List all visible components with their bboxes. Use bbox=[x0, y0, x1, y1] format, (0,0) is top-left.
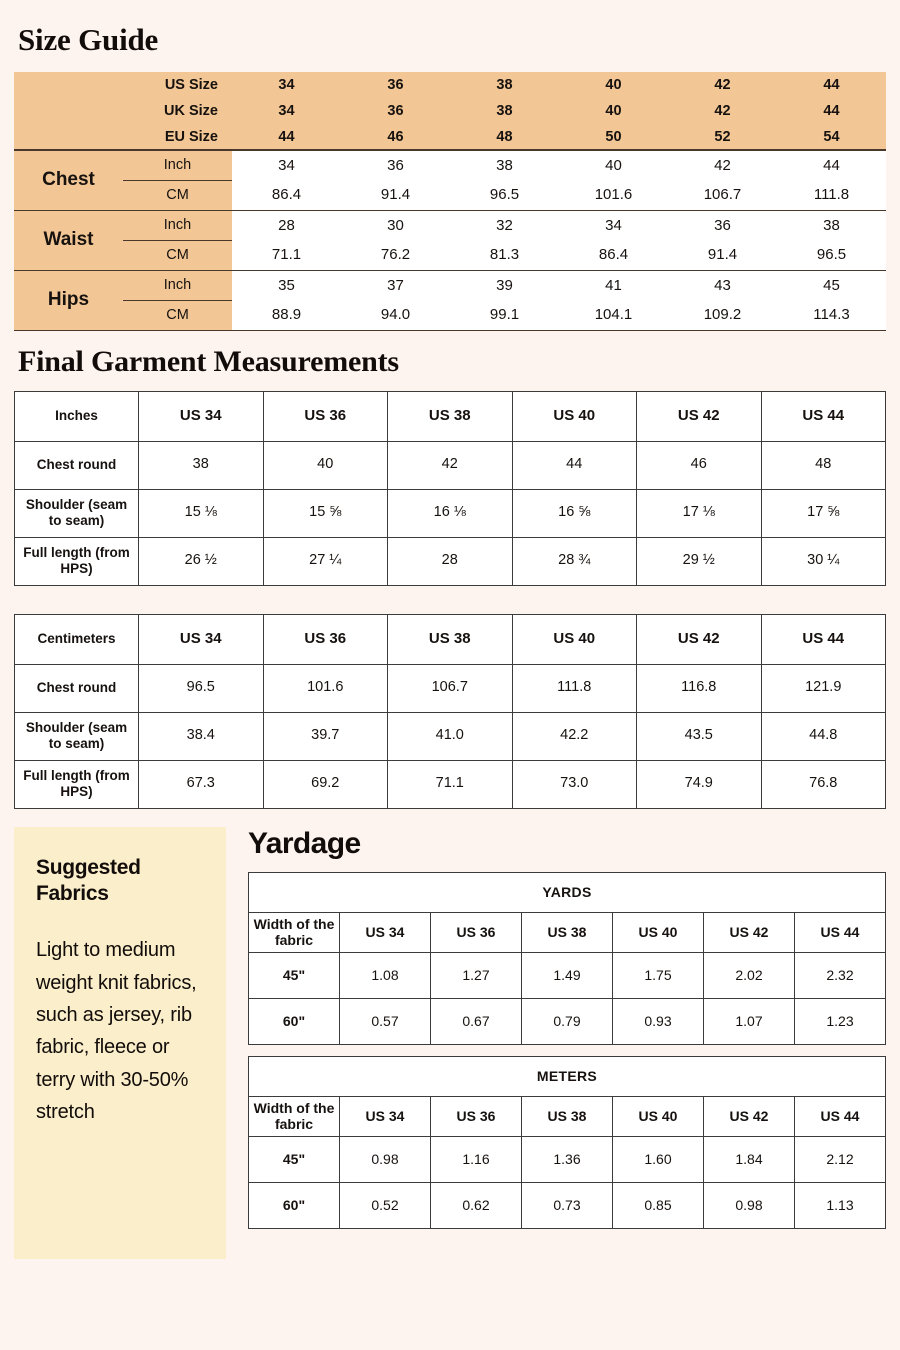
table-row bbox=[15, 712, 886, 760]
final-garment-centimeters-cell-value: 43.5 bbox=[637, 712, 762, 760]
size-guide-header-row bbox=[14, 124, 886, 150]
final-garment-inches-cell-value: 17 ⅝ bbox=[761, 489, 886, 537]
size-guide-header-value: 52 bbox=[668, 124, 777, 150]
size-guide-value-cm: 99.1 bbox=[450, 300, 559, 330]
size-guide-value-cm: 88.9 bbox=[232, 300, 341, 330]
size-guide-value-cm: 104.1 bbox=[559, 300, 668, 330]
yardage-yards-cell-value: 1.07 bbox=[704, 998, 795, 1044]
size-guide-header-value: 34 bbox=[232, 98, 341, 124]
suggested-fabrics-title: Suggested Fabrics bbox=[36, 855, 141, 906]
section-title-final-garment: Final Garment Measurements bbox=[18, 344, 399, 378]
final-garment-centimeters-size-column-header: US 38 bbox=[388, 614, 513, 664]
size-guide-header-row bbox=[14, 72, 886, 98]
table-row bbox=[15, 441, 886, 489]
final-garment-centimeters-cell-value: 41.0 bbox=[388, 712, 513, 760]
size-guide-header-value: 36 bbox=[341, 98, 450, 124]
final-garment-centimeters-cell-value: 42.2 bbox=[512, 712, 637, 760]
yardage-meters-cell-value: 0.73 bbox=[522, 1182, 613, 1228]
size-guide-unit-inch: Inch bbox=[123, 210, 232, 240]
bottom-section bbox=[14, 827, 886, 1259]
size-guide-header-label: US Size bbox=[123, 72, 232, 98]
size-guide-value-cm: 81.3 bbox=[450, 240, 559, 270]
size-guide-header-spacer bbox=[14, 98, 123, 124]
size-guide-header-value: 50 bbox=[559, 124, 668, 150]
table-row bbox=[15, 537, 886, 585]
yardage-meters-width-header: Width of the fabric bbox=[249, 1096, 340, 1136]
yardage-yards-cell-value: 2.02 bbox=[704, 952, 795, 998]
size-guide-value-inch: 34 bbox=[559, 210, 668, 240]
size-guide-header-label: UK Size bbox=[123, 98, 232, 124]
table-row bbox=[14, 270, 886, 300]
final-garment-inches-cell-value: 38 bbox=[139, 441, 264, 489]
final-garment-centimeters-cell-value: 101.6 bbox=[263, 664, 388, 712]
size-guide-value-inch: 45 bbox=[777, 270, 886, 300]
size-guide-value-cm: 94.0 bbox=[341, 300, 450, 330]
size-guide-unit-inch: Inch bbox=[123, 150, 232, 180]
size-guide-value-cm: 101.6 bbox=[559, 180, 668, 210]
size-guide-value-inch: 41 bbox=[559, 270, 668, 300]
size-guide-value-inch: 36 bbox=[341, 150, 450, 180]
yardage-yards-size-column-header: US 36 bbox=[431, 912, 522, 952]
yardage-meters-size-column-header: US 40 bbox=[613, 1096, 704, 1136]
final-garment-centimeters-size-column-header: US 44 bbox=[761, 614, 886, 664]
yardage-meters-cell-value: 0.98 bbox=[704, 1182, 795, 1228]
final-garment-centimeters-cell-value: 121.9 bbox=[761, 664, 886, 712]
table-banner-row bbox=[249, 1056, 886, 1096]
yardage-yards-table bbox=[248, 872, 886, 1045]
size-guide-value-cm: 91.4 bbox=[668, 240, 777, 270]
final-garment-centimeters-cell-value: 111.8 bbox=[512, 664, 637, 712]
yardage-meters-cell-value: 0.62 bbox=[431, 1182, 522, 1228]
final-garment-inches-table bbox=[14, 391, 886, 586]
size-guide-document bbox=[0, 22, 900, 1350]
yardage-meters-size-column-header: US 44 bbox=[795, 1096, 886, 1136]
size-guide-unit-cm: CM bbox=[123, 300, 232, 330]
size-guide-value-inch: 38 bbox=[777, 210, 886, 240]
final-garment-inches-cell-value: 28 ¾ bbox=[512, 537, 637, 585]
final-garment-inches-cell-value: 26 ½ bbox=[139, 537, 264, 585]
final-garment-inches-cell-value: 16 ⅛ bbox=[388, 489, 513, 537]
size-guide-header-value: 46 bbox=[341, 124, 450, 150]
final-garment-inches-cell-value: 30 ¼ bbox=[761, 537, 886, 585]
size-guide-header-row bbox=[14, 98, 886, 124]
size-guide-header-spacer bbox=[14, 124, 123, 150]
yardage-meters-cell-value: 1.13 bbox=[795, 1182, 886, 1228]
final-garment-centimeters-row-label: Full length (from HPS) bbox=[15, 760, 139, 808]
yardage-meters-cell-value: 0.85 bbox=[613, 1182, 704, 1228]
yardage-yards-cell-value: 1.27 bbox=[431, 952, 522, 998]
table-row bbox=[15, 760, 886, 808]
size-guide-header-spacer bbox=[14, 72, 123, 98]
size-guide-header-value: 48 bbox=[450, 124, 559, 150]
final-garment-inches-row-label: Shoulder (seam to seam) bbox=[15, 489, 139, 537]
final-garment-centimeters-cell-value: 39.7 bbox=[263, 712, 388, 760]
size-guide-value-inch: 40 bbox=[559, 150, 668, 180]
table-header-row bbox=[249, 912, 886, 952]
yardage-yards-cell-value: 0.57 bbox=[340, 998, 431, 1044]
size-guide-header-value: 42 bbox=[668, 98, 777, 124]
final-garment-centimeters-size-column-header: US 42 bbox=[637, 614, 762, 664]
yardage-meters-size-column-header: US 42 bbox=[704, 1096, 795, 1136]
size-guide-value-cm: 86.4 bbox=[559, 240, 668, 270]
size-guide-header-value: 40 bbox=[559, 98, 668, 124]
final-garment-centimeters-cell-value: 96.5 bbox=[139, 664, 264, 712]
yardage-yards-size-column-header: US 44 bbox=[795, 912, 886, 952]
table-row bbox=[14, 180, 886, 210]
table-row bbox=[15, 489, 886, 537]
final-garment-centimeters-cell-value: 69.2 bbox=[263, 760, 388, 808]
yardage-yards-size-column-header: US 40 bbox=[613, 912, 704, 952]
size-guide-header-value: 44 bbox=[777, 72, 886, 98]
yardage-section bbox=[248, 827, 886, 1229]
final-garment-centimeters-unit-label: Centimeters bbox=[15, 614, 139, 664]
size-guide-value-inch: 44 bbox=[777, 150, 886, 180]
size-guide-value-cm: 86.4 bbox=[232, 180, 341, 210]
yardage-yards-cell-value: 0.93 bbox=[613, 998, 704, 1044]
size-guide-value-inch: 35 bbox=[232, 270, 341, 300]
final-garment-inches-unit-label: Inches bbox=[15, 391, 139, 441]
final-garment-centimeters-table bbox=[14, 614, 886, 809]
yardage-meters-size-column-header: US 36 bbox=[431, 1096, 522, 1136]
size-guide-value-inch: 28 bbox=[232, 210, 341, 240]
size-guide-unit-cm: CM bbox=[123, 180, 232, 210]
table-row bbox=[249, 952, 886, 998]
yardage-yards-width-header: Width of the fabric bbox=[249, 912, 340, 952]
final-garment-centimeters-cell-value: 38.4 bbox=[139, 712, 264, 760]
yardage-yards-cell-value: 0.79 bbox=[522, 998, 613, 1044]
size-guide-value-cm: 114.3 bbox=[777, 300, 886, 330]
table-header-row bbox=[15, 614, 886, 664]
yardage-meters-cell-value: 0.98 bbox=[340, 1136, 431, 1182]
final-garment-inches-cell-value: 15 ⅛ bbox=[139, 489, 264, 537]
size-guide-header-value: 44 bbox=[232, 124, 341, 150]
size-guide-value-inch: 43 bbox=[668, 270, 777, 300]
final-garment-inches-cell-value: 44 bbox=[512, 441, 637, 489]
size-guide-value-inch: 42 bbox=[668, 150, 777, 180]
section-title-yardage: Yardage bbox=[248, 826, 361, 860]
size-guide-header-value: 40 bbox=[559, 72, 668, 98]
final-garment-centimeters-row-label: Chest round bbox=[15, 664, 139, 712]
size-guide-value-inch: 37 bbox=[341, 270, 450, 300]
table-row bbox=[14, 240, 886, 270]
size-guide-value-inch: 30 bbox=[341, 210, 450, 240]
yardage-meters-banner: METERS bbox=[249, 1056, 886, 1096]
yardage-meters-size-column-header: US 38 bbox=[522, 1096, 613, 1136]
yardage-meters-size-column-header: US 34 bbox=[340, 1096, 431, 1136]
size-guide-value-inch: 34 bbox=[232, 150, 341, 180]
table-row bbox=[249, 1182, 886, 1228]
yardage-yards-size-column-header: US 38 bbox=[522, 912, 613, 952]
final-garment-inches-cell-value: 42 bbox=[388, 441, 513, 489]
final-garment-inches-size-column-header: US 38 bbox=[388, 391, 513, 441]
suggested-fabrics-panel bbox=[14, 827, 226, 1259]
size-guide-group-label: Hips bbox=[14, 270, 123, 330]
size-guide-value-cm: 91.4 bbox=[341, 180, 450, 210]
yardage-yards-cell-value: 0.67 bbox=[431, 998, 522, 1044]
size-guide-header-label: EU Size bbox=[123, 124, 232, 150]
size-guide-value-cm: 109.2 bbox=[668, 300, 777, 330]
size-guide-value-cm: 106.7 bbox=[668, 180, 777, 210]
final-garment-inches-size-column-header: US 42 bbox=[637, 391, 762, 441]
final-garment-centimeters-size-column-header: US 34 bbox=[139, 614, 264, 664]
size-guide-unit-cm: CM bbox=[123, 240, 232, 270]
final-garment-centimeters-cell-value: 74.9 bbox=[637, 760, 762, 808]
final-garment-inches-cell-value: 27 ¼ bbox=[263, 537, 388, 585]
size-guide-group-label: Waist bbox=[14, 210, 123, 270]
final-garment-inches-cell-value: 29 ½ bbox=[637, 537, 762, 585]
size-guide-value-cm: 96.5 bbox=[777, 240, 886, 270]
final-garment-centimeters-cell-value: 73.0 bbox=[512, 760, 637, 808]
yardage-meters-cell-value: 1.16 bbox=[431, 1136, 522, 1182]
size-guide-value-inch: 32 bbox=[450, 210, 559, 240]
size-guide-value-cm: 71.1 bbox=[232, 240, 341, 270]
final-garment-centimeters-cell-value: 106.7 bbox=[388, 664, 513, 712]
final-garment-centimeters-cell-value: 71.1 bbox=[388, 760, 513, 808]
size-guide-unit-inch: Inch bbox=[123, 270, 232, 300]
table-header-row bbox=[15, 391, 886, 441]
size-guide-value-inch: 36 bbox=[668, 210, 777, 240]
size-guide-header-value: 36 bbox=[341, 72, 450, 98]
size-guide-header-value: 38 bbox=[450, 98, 559, 124]
size-guide-value-inch: 38 bbox=[450, 150, 559, 180]
final-garment-inches-cell-value: 40 bbox=[263, 441, 388, 489]
size-guide-value-cm: 111.8 bbox=[777, 180, 886, 210]
yardage-yards-cell-value: 2.32 bbox=[795, 952, 886, 998]
final-garment-inches-cell-value: 16 ⅝ bbox=[512, 489, 637, 537]
yardage-meters-width-label: 60" bbox=[249, 1182, 340, 1228]
yardage-yards-cell-value: 1.75 bbox=[613, 952, 704, 998]
final-garment-inches-cell-value: 48 bbox=[761, 441, 886, 489]
yardage-meters-cell-value: 2.12 bbox=[795, 1136, 886, 1182]
suggested-fabrics-body: Light to medium weight knit fabrics, such as jersey, rib fabric, fleece or terry with 30-50% stretch bbox=[36, 939, 197, 1124]
page-title-size-guide: Size Guide bbox=[18, 22, 159, 57]
final-garment-inches-size-column-header: US 34 bbox=[139, 391, 264, 441]
size-guide-header-value: 38 bbox=[450, 72, 559, 98]
table-row bbox=[249, 998, 886, 1044]
table-header-row bbox=[249, 1096, 886, 1136]
yardage-yards-size-column-header: US 42 bbox=[704, 912, 795, 952]
size-guide-header-value: 44 bbox=[777, 98, 886, 124]
table-row bbox=[14, 150, 886, 180]
table-banner-row bbox=[249, 872, 886, 912]
final-garment-inches-cell-value: 46 bbox=[637, 441, 762, 489]
yardage-meters-cell-value: 1.84 bbox=[704, 1136, 795, 1182]
size-guide-value-cm: 76.2 bbox=[341, 240, 450, 270]
table-row bbox=[15, 664, 886, 712]
size-guide-header-value: 54 bbox=[777, 124, 886, 150]
table-row bbox=[14, 210, 886, 240]
yardage-yards-banner: YARDS bbox=[249, 872, 886, 912]
yardage-yards-width-label: 45" bbox=[249, 952, 340, 998]
final-garment-centimeters-cell-value: 44.8 bbox=[761, 712, 886, 760]
final-garment-inches-cell-value: 15 ⅝ bbox=[263, 489, 388, 537]
yardage-yards-cell-value: 1.49 bbox=[522, 952, 613, 998]
yardage-yards-cell-value: 1.23 bbox=[795, 998, 886, 1044]
final-garment-inches-size-column-header: US 40 bbox=[512, 391, 637, 441]
size-guide-header-value: 34 bbox=[232, 72, 341, 98]
yardage-meters-cell-value: 1.36 bbox=[522, 1136, 613, 1182]
yardage-yards-size-column-header: US 34 bbox=[340, 912, 431, 952]
yardage-meters-table bbox=[248, 1056, 886, 1229]
final-garment-centimeters-row-label: Shoulder (seam to seam) bbox=[15, 712, 139, 760]
final-garment-centimeters-size-column-header: US 40 bbox=[512, 614, 637, 664]
yardage-meters-cell-value: 0.52 bbox=[340, 1182, 431, 1228]
final-garment-inches-row-label: Full length (from HPS) bbox=[15, 537, 139, 585]
final-garment-inches-cell-value: 28 bbox=[388, 537, 513, 585]
yardage-meters-cell-value: 1.60 bbox=[613, 1136, 704, 1182]
size-guide-table bbox=[14, 72, 886, 331]
final-garment-centimeters-cell-value: 116.8 bbox=[637, 664, 762, 712]
yardage-meters-width-label: 45" bbox=[249, 1136, 340, 1182]
final-garment-inches-cell-value: 17 ⅛ bbox=[637, 489, 762, 537]
size-guide-value-cm: 96.5 bbox=[450, 180, 559, 210]
table-row bbox=[14, 300, 886, 330]
yardage-yards-cell-value: 1.08 bbox=[340, 952, 431, 998]
final-garment-centimeters-cell-value: 76.8 bbox=[761, 760, 886, 808]
yardage-yards-width-label: 60" bbox=[249, 998, 340, 1044]
final-garment-inches-row-label: Chest round bbox=[15, 441, 139, 489]
size-guide-value-inch: 39 bbox=[450, 270, 559, 300]
final-garment-centimeters-cell-value: 67.3 bbox=[139, 760, 264, 808]
size-guide-group-label: Chest bbox=[14, 150, 123, 210]
final-garment-inches-size-column-header: US 44 bbox=[761, 391, 886, 441]
final-garment-inches-size-column-header: US 36 bbox=[263, 391, 388, 441]
table-row bbox=[249, 1136, 886, 1182]
size-guide-header-value: 42 bbox=[668, 72, 777, 98]
final-garment-centimeters-size-column-header: US 36 bbox=[263, 614, 388, 664]
